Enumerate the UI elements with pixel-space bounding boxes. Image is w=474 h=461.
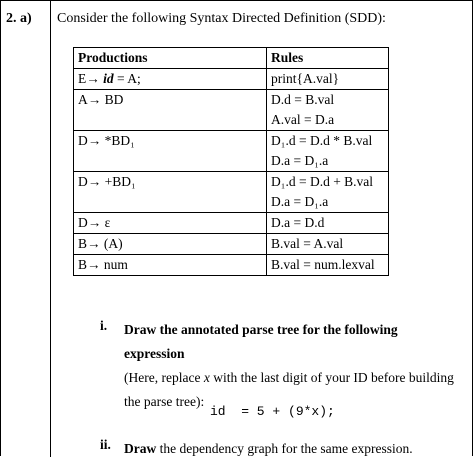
production-cell: D→ +BD₁ — [74, 172, 267, 213]
rule-line: D₁.d = D.d + B.val — [271, 174, 374, 189]
sub-question-number: i. — [100, 318, 108, 333]
production-cell: D→ *BD₁ — [74, 131, 267, 172]
sub-question-text — [124, 318, 460, 414]
sub-question-bold-text: Draw — [124, 441, 157, 456]
expression: id = 5 + (9*x); — [210, 404, 335, 419]
table-header-row — [74, 48, 389, 69]
question-number: 2. a) — [6, 11, 32, 26]
table-row — [74, 234, 389, 255]
sub-question-i — [100, 318, 470, 409]
sdd-table — [73, 47, 389, 276]
sub-question-bold-text: Draw the annotated parse tree for the following expression — [124, 322, 398, 361]
sub-question-number: ii. — [100, 437, 111, 452]
rule-cell — [267, 131, 389, 172]
rule-cell — [267, 172, 389, 213]
rule-cell — [267, 213, 389, 234]
table-row — [74, 172, 389, 213]
rule-line: D₁.d = D.d * B.val — [271, 133, 373, 148]
production-cell: B→ (A) — [74, 234, 267, 255]
rule-line: D.a = D₁.a — [271, 153, 329, 168]
production-cell: A→ BD — [74, 90, 267, 131]
table-row — [74, 131, 389, 172]
rule-cell — [267, 255, 389, 276]
table-row — [74, 90, 389, 131]
column-divider — [50, 0, 51, 457]
sub-question-text-pre: (Here, replace — [124, 370, 204, 385]
sub-question-text-post: with the last digit of your ID before building the parse tree): — [124, 370, 454, 409]
rule-line: D.d = B.val — [271, 92, 335, 107]
rule-line: D.a = D₁.a — [271, 194, 329, 209]
production-cell: B→ num — [74, 255, 267, 276]
sub-question-text-rest: the dependency graph for the same expression. — [156, 441, 413, 456]
rule-cell — [267, 90, 389, 131]
variable-x: x — [203, 370, 210, 385]
rule-cell — [267, 234, 389, 255]
rule-line: B.val = num.lexval — [271, 257, 375, 272]
productions-header: Productions — [74, 48, 267, 69]
rule-cell — [267, 69, 389, 90]
table-row — [74, 213, 389, 234]
sub-question-text — [124, 437, 460, 461]
production-cell: D→ ε — [74, 213, 267, 234]
table-row — [74, 69, 389, 90]
table-row — [74, 255, 389, 276]
question-intro: Consider the following Syntax Directed Definition (SDD): — [57, 11, 386, 26]
rule-line: D.a = D.d — [271, 215, 325, 230]
rule-line: print{A.val} — [271, 71, 340, 86]
production-cell: E→ id = A; — [74, 69, 267, 90]
sub-question-ii — [100, 437, 470, 457]
rules-header: Rules — [267, 48, 389, 69]
rule-line: A.val = D.a — [271, 112, 335, 127]
rule-line: B.val = A.val — [271, 236, 344, 251]
